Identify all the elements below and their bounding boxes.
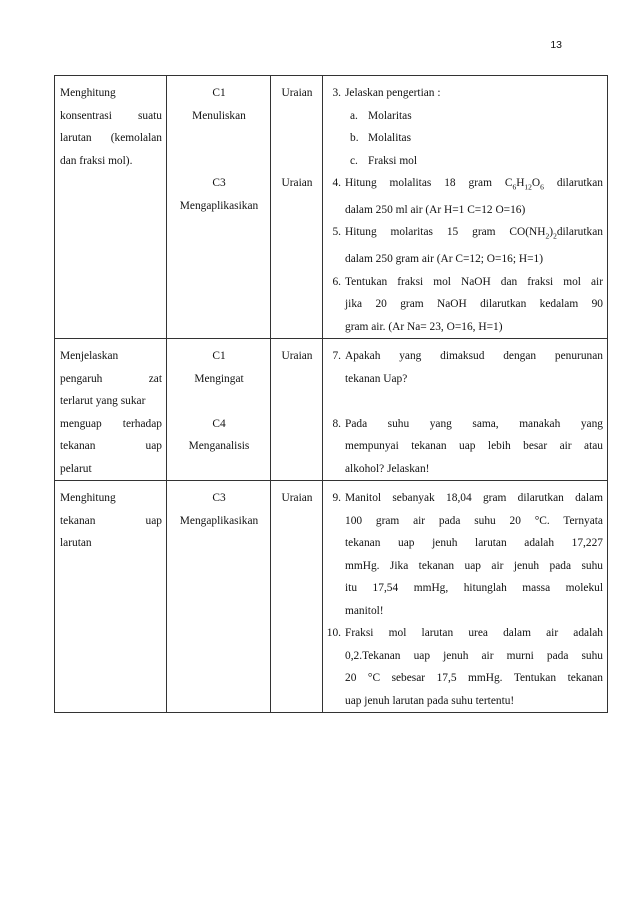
indicator-line: dan fraksi mol). <box>60 154 133 167</box>
level-code: C3 <box>212 492 226 505</box>
cognitive-level-cell <box>167 76 271 339</box>
question-text-line: dalam 250 ml air (Ar H=1 C=12 O=16) <box>345 203 526 216</box>
cognitive-level-cell <box>167 481 271 713</box>
assessment-grid-table <box>54 75 608 713</box>
question-type: Uraian <box>281 177 313 189</box>
table-row <box>55 76 608 339</box>
table-row <box>55 339 608 481</box>
question-type-cell <box>271 481 323 713</box>
indicator-line: tekanan uap <box>60 440 162 453</box>
question-text-line: alkohol? Jelaskan! <box>345 462 430 475</box>
question-4 <box>328 172 603 221</box>
question-text-line: manitol! <box>345 604 384 617</box>
question-number: 8. <box>332 417 341 430</box>
level-code: C4 <box>212 417 226 430</box>
level-label: Mengingat <box>194 372 244 385</box>
question-text-line: 0,2.Tekanan uap jenuh air murni pada suhu <box>345 649 603 662</box>
item-letter: c. <box>350 154 358 167</box>
level-code: C1 <box>212 350 226 363</box>
questions-cell <box>323 76 608 339</box>
question-text-line: tekanan Uap? <box>345 372 408 385</box>
question-3 <box>328 82 603 105</box>
question-text-line: 20 °C sebesar 17,5 mmHg. Tentukan tekanan <box>345 672 603 685</box>
indicator-line: Menghitung <box>60 87 116 99</box>
question-text-line: tekanan uap jenuh larutan adalah 17,227 <box>345 537 603 550</box>
question-type-cell <box>271 339 323 481</box>
indicator-line: tekanan uap <box>60 514 162 527</box>
indicator-cell <box>55 76 167 339</box>
indicator-line: menguap terhadap <box>60 417 162 430</box>
question-9 <box>328 487 603 622</box>
level-label: Menganalisis <box>188 440 250 453</box>
question-text-line: dalam 250 gram air (Ar C=12; O=16; H=1) <box>345 253 544 266</box>
level-code: C3 <box>212 177 226 189</box>
list-item <box>328 127 603 150</box>
question-8 <box>328 413 603 481</box>
page-number: 13 <box>550 39 562 51</box>
list-item <box>328 150 603 173</box>
question-text-line: gram air. (Ar Na= 23, O=16, H=1) <box>345 320 503 333</box>
question-6 <box>328 271 603 339</box>
question-type: Uraian <box>281 87 313 99</box>
question-7 <box>328 345 603 390</box>
question-text-line: uap jenuh larutan pada suhu tertentu! <box>345 694 515 707</box>
indicator-line: larutan <box>60 537 92 550</box>
question-type: Uraian <box>281 492 313 505</box>
question-number: 6. <box>332 275 341 288</box>
list-item <box>328 105 603 128</box>
level-label: Mengaplikasikan <box>179 514 259 527</box>
question-5 <box>328 221 603 270</box>
indicator-line: pelarut <box>60 462 92 475</box>
item-text: Molaritas <box>368 109 412 122</box>
table-row <box>55 481 608 713</box>
indicator-line: Menghitung <box>60 492 116 505</box>
question-text-line: Fraksi mol larutan urea dalam air adalah <box>345 627 603 640</box>
question-text-line: mempunyai tekanan uap lebih besar air atau <box>345 440 603 453</box>
question-text-line: Manitol sebanyak 18,04 gram dilarutkan dalam <box>345 492 603 505</box>
indicator-line: konsentrasi suatu <box>60 109 162 122</box>
questions-cell <box>323 339 608 481</box>
question-text-line: Hitung molaritas 15 gram $CO(NH_2)_2dilarutkan$ <box>345 226 603 241</box>
level-label: Menuliskan <box>192 109 246 122</box>
level-label: Mengaplikasikan <box>179 199 259 212</box>
question-number: 9. <box>332 492 341 505</box>
question-text-line: Hitung molalitas 18 gram $C_6H_{12}O_6$ dilarutkan <box>345 177 603 192</box>
question-number: 10. <box>326 627 341 640</box>
indicator-line: pengaruh zat <box>60 372 162 385</box>
questions-cell <box>323 481 608 713</box>
question-type-cell <box>271 76 323 339</box>
indicator-line: Menjelaskan <box>60 350 119 363</box>
question-number: 7. <box>332 350 341 363</box>
item-text: Molalitas <box>368 132 412 144</box>
question-10 <box>328 622 603 712</box>
level-code: C1 <box>212 87 226 99</box>
question-text: Jelaskan pengertian : <box>345 87 441 99</box>
question-text-line: mmHg. Jika tekanan uap air jenuh pada suhu <box>345 559 603 572</box>
question-text-line: jika 20 gram NaOH dilarutkan kedalam 90 <box>345 298 603 311</box>
question-text-line: Pada suhu yang sama, manakah yang <box>345 417 603 430</box>
question-number: 3. <box>332 87 341 99</box>
indicator-line: larutan (kemolalan <box>60 132 162 144</box>
indicator-cell <box>55 481 167 713</box>
question-number: 5. <box>332 226 341 239</box>
indicator-cell <box>55 339 167 481</box>
item-text: Fraksi mol <box>368 154 418 167</box>
cognitive-level-cell <box>167 339 271 481</box>
question-type: Uraian <box>281 350 313 363</box>
item-letter: a. <box>350 109 358 122</box>
question-text-line: itu 17,54 mmHg, hitunglah massa molekul <box>345 582 603 595</box>
question-text-line: 100 gram air pada suhu 20 °C. Ternyata <box>345 514 603 527</box>
question-number: 4. <box>332 177 341 189</box>
question-text-line: Tentukan fraksi mol NaOH dan fraksi mol air <box>345 275 603 288</box>
question-text-line: Apakah yang dimaksud dengan penurunan <box>345 350 603 363</box>
indicator-line: terlarut yang sukar <box>60 395 146 408</box>
item-letter: b. <box>350 132 359 144</box>
